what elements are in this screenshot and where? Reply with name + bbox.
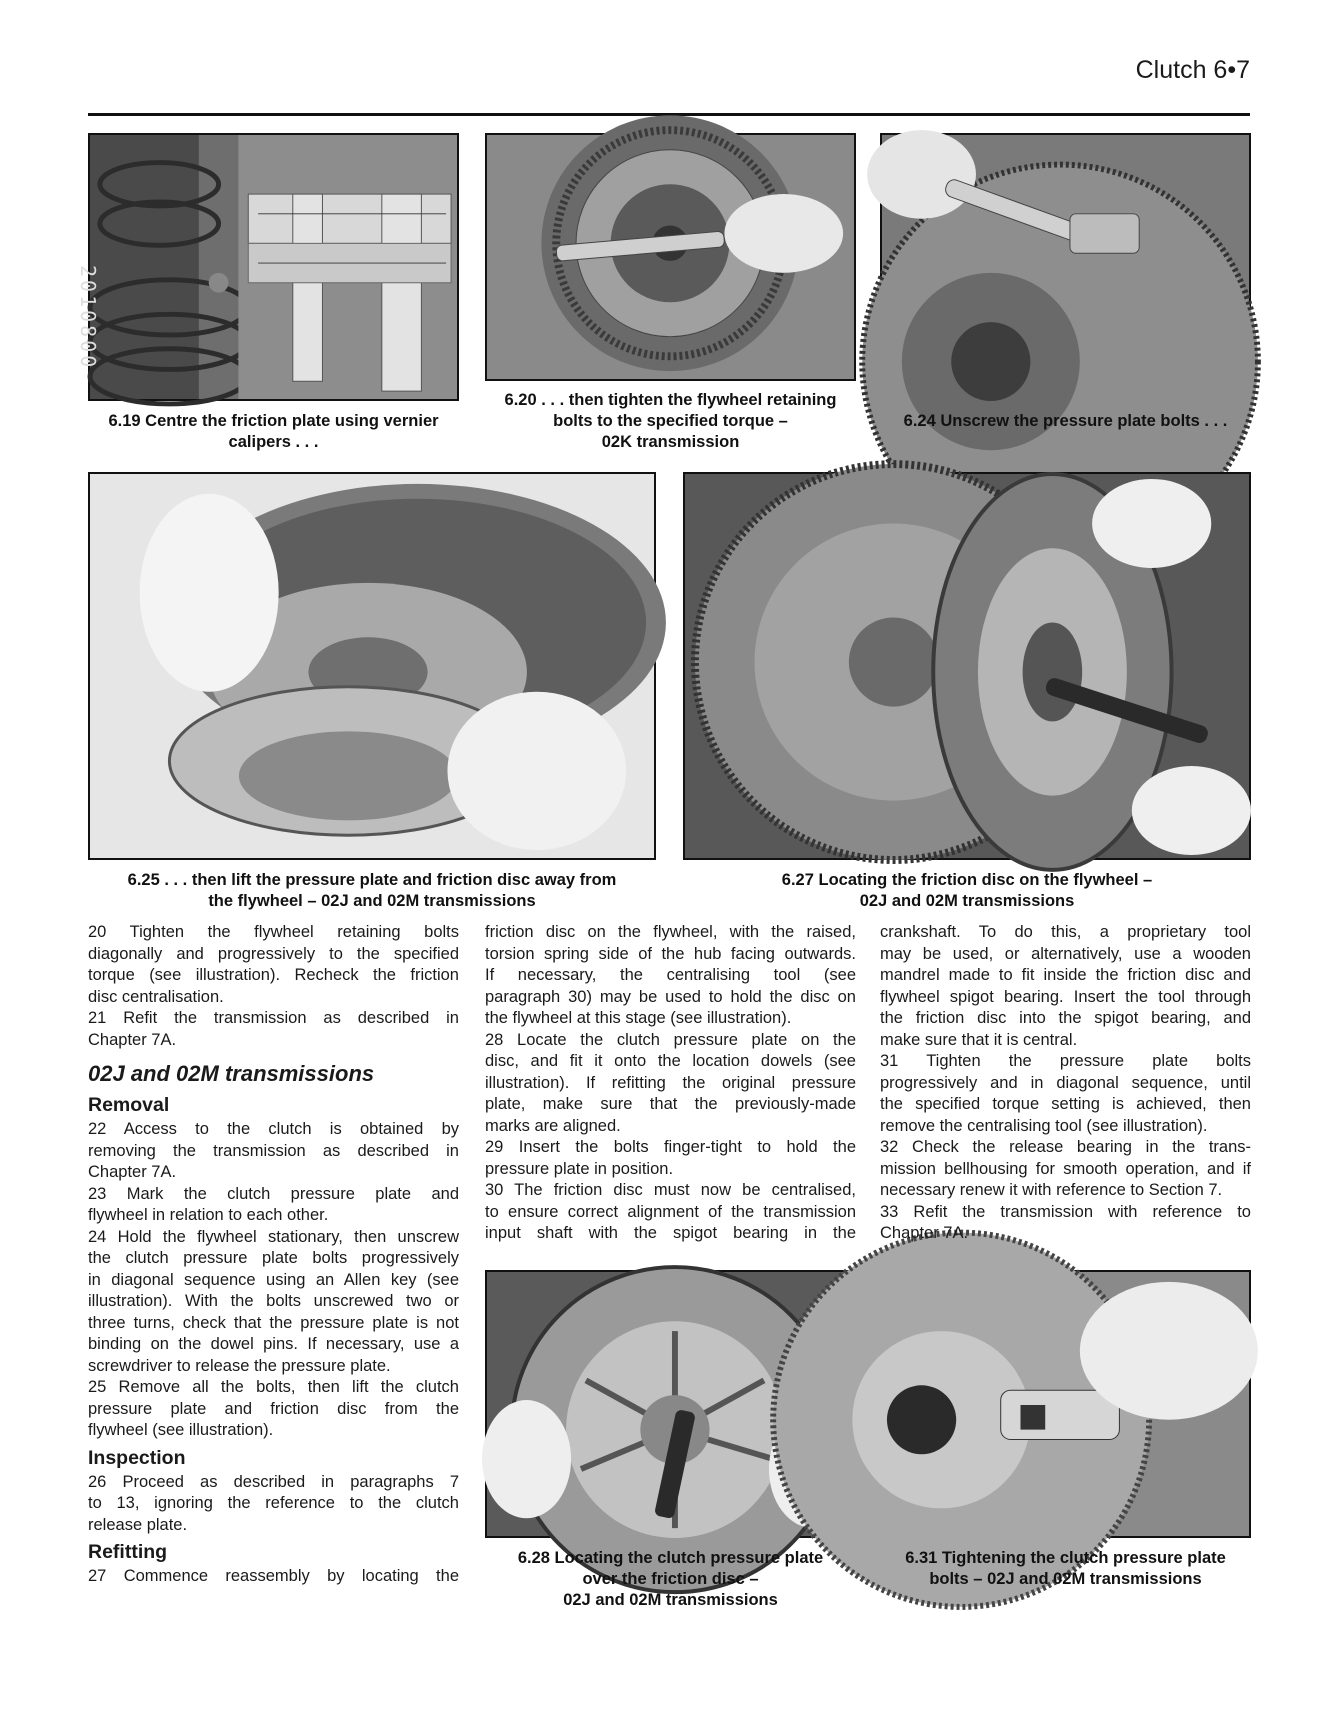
paragraph-32: 32 Check the release bearing in the trans- mission bellhousing for smooth operation, and if necessary renew it with reference to Section 7. [880,1138,1251,1199]
photo-6-25-lift-pressure-plate [88,472,656,860]
caption-6-20: 6.20 . . . then tighten the flywheel retaining bolts to the specified torque – 02K transmission [504,391,837,451]
paragraph-23: 23 Mark the clutch pressure plate and flywheel in relation to each other. [88,1184,459,1224]
photo-6-20-torque-wrench [485,133,856,381]
caption-6-27: 6.27 Locating the friction disc on the flywheel – 02J and 02M transmissions [781,871,1153,910]
paragraph-21: 21 Refit the transmission as described in Chapter 7A. [88,1009,459,1049]
paragraph-30: 30 The friction disc must now be centralised, to ensure correct alignment of the transmission input shaft with the spigot bearing in the [485,1181,856,1242]
photo-6-19-vernier-calipers [76,133,459,401]
caption-6-19: 6.19 Centre the friction plate using vernier calipers . . . [108,412,439,451]
photo-6-24-unscrew-bolts [880,133,1251,401]
subheading-inspection: Inspection [88,1446,186,1469]
caption-6-31: 6.31 Tightening the clutch pressure plate bolts – 02J and 02M transmissions [905,1549,1226,1588]
paragraph-33: 33 Refit the transmission with reference to Chapter 7A. [880,1202,1251,1242]
text-column-1 [88,922,459,1588]
paragraph-30-cont: crankshaft. To do this, a proprietary tool may be used, or alternatively, use a wooden mandrel made to fit inside the friction disc and flywheel spigot bearing. Insert the tool through the friction disc into the spigot bearing, and make sure that it is central. [880,923,1251,1049]
caption-6-25: 6.25 . . . then lift the pressure plate and friction disc away from the flywheel – 02J and 02M transmissions [127,871,617,910]
photo-6-19-archive-number: 2010800 [76,265,100,371]
paragraph-26: 26 Proceed as described in paragraphs 7 to 13, ignoring the reference to the clutch release plate. [88,1472,459,1534]
paragraph-25: 25 Remove all the bolts, then lift the clutch pressure plate and friction disc from the flywheel (see illustration). [88,1378,459,1439]
paragraph-24: 24 Hold the flywheel stationary, then unscrew the clutch pressure plate bolts progressively in diagonal sequence using an Allen key (see illustration). With the bolts unscrewed two or three turns, check that the pressure plate is not binding on the dowel pins. If necessary, use a screwdriver to release the pressure plate. [88,1227,459,1375]
photo-6-27-friction-disc [683,472,1251,860]
page-header: Clutch 6•7 [1135,56,1250,84]
subheading-refitting: Refitting [88,1541,168,1563]
text-column-3 [880,922,1251,1245]
text-column-2 [485,922,856,1245]
paragraph-27-cont: friction disc on the flywheel, with the raised, torsion spring side of the hub facing outwards. If necessary, the centralising tool (see paragraph 30) may be used to hold the disc on the flywheel at this stage (see illustration). [485,923,856,1027]
paragraph-29: 29 Insert the bolts finger-tight to hold the pressure plate in position. [485,1138,856,1178]
paragraph-20: 20 Tighten the flywheel retaining bolts diagonally and progressively to the specified torque (see illustration). Recheck the friction disc centralisation. [88,923,459,1006]
subheading-removal: Removal [88,1094,170,1116]
caption-6-24: 6.24 Unscrew the pressure plate bolts . . . [903,412,1228,430]
paragraph-31: 31 Tighten the pressure plate bolts progressively and in diagonal sequence, until the specified torque setting is achieved, then remove the centralising tool (see illustration). [880,1052,1251,1135]
caption-6-28: 6.28 Locating the clutch pressure plate over the friction disc – 02J and 02M transmissions [517,1549,824,1609]
paragraph-22: 22 Access to the clutch is obtained by removing the transmission as described in Chapter 7A. [88,1120,459,1181]
photo-6-31-tightening-bolts [880,1270,1251,1538]
paragraph-28: 28 Locate the clutch pressure plate on the disc, and fit it onto the location dowels (see illustration). If refitting the original pressure plate, make sure that the previously-made marks are aligned. [485,1030,856,1135]
section-title: 02J and 02M transmissions [88,1061,375,1086]
paragraph-27: 27 Commence reassembly by locating the [88,1567,459,1585]
